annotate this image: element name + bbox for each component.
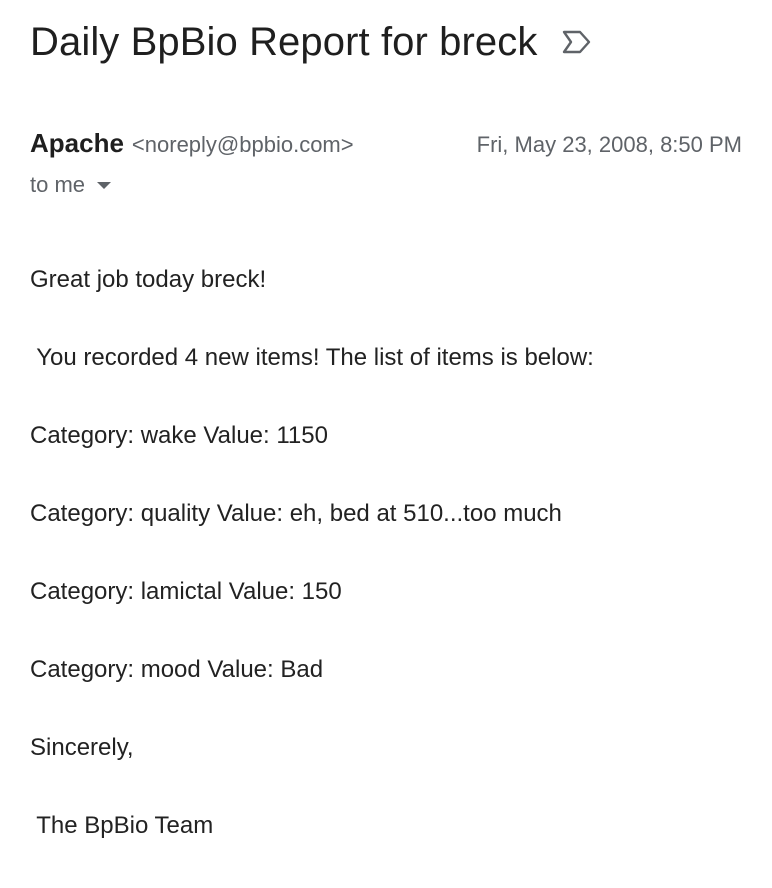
body-greeting: Great job today breck! (30, 266, 267, 293)
email-body (30, 264, 750, 888)
sender-row (30, 128, 742, 159)
subject-row (30, 16, 593, 68)
sender-email: <noreply@bpbio.com> (131, 132, 354, 157)
email-date: Fri, May 23, 2008, 8:50 PM (476, 132, 742, 157)
recipient-details-toggle[interactable] (30, 172, 111, 198)
body-closing: Sincerely, (30, 734, 134, 761)
chevron-down-icon[interactable] (97, 182, 111, 189)
body-item: Category: mood Value: Bad (30, 656, 324, 683)
body-item: Category: quality Value: eh, bed at 510...too much (30, 500, 562, 527)
recipient-label: to me (30, 172, 86, 197)
body-item: Category: wake Value: 1150 (30, 422, 328, 449)
body-signature: The BpBio Team (30, 812, 214, 839)
body-item: Category: lamictal Value: 150 (30, 578, 342, 605)
body-intro: You recorded 4 new items! The list of items is below: (30, 344, 594, 371)
label-tag-icon[interactable] (561, 28, 593, 56)
email-subject: Daily BpBio Report for breck (30, 20, 538, 64)
sender-name[interactable]: Apache (30, 128, 124, 158)
